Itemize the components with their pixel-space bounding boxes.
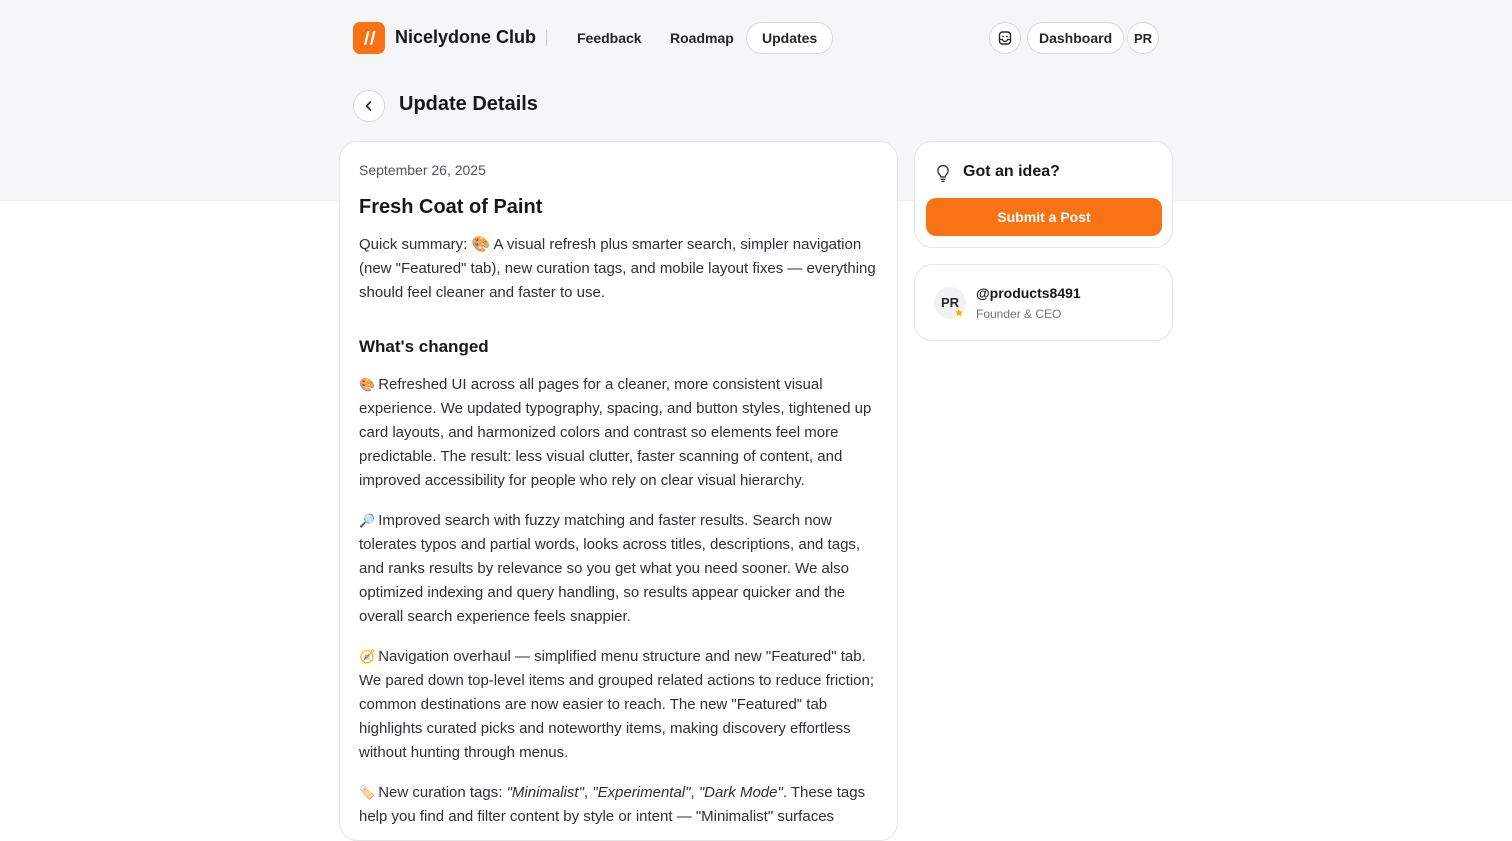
tags-prefix: New curation tags: [378,784,507,801]
avatar: PR [934,287,966,319]
tag-separator: , [690,784,699,801]
nav-roadmap[interactable]: Roadmap [670,30,734,46]
idea-title: Got an idea? [963,163,1060,180]
nav-divider [546,30,547,46]
nav-feedback[interactable]: Feedback [577,30,642,46]
author-card[interactable] [914,264,1173,341]
update-detail-card [339,141,898,841]
tag-minimalist: "Minimalist" [506,784,584,801]
palette-icon: 🎨 [359,377,376,392]
submit-post-button[interactable]: Submit a Post [926,198,1162,236]
tag-dark-mode: "Dark Mode" [698,784,783,801]
notifications-button[interactable] [989,22,1021,54]
idea-card [914,141,1173,248]
change-item [359,373,878,493]
change-item-text: Improved search with fuzzy matching and faster results. Search now tolerates typos and partial words, looks across titles, descriptions, and tags, and ranks results by relevance so you get what you need sooner. We also optimized indexing and query handling, so results appear quicker and the overall search experience feels snappier. [359,512,861,625]
change-item-text: Refreshed UI across all pages for a cleaner, more consistent visual experience. We updated typography, spacing, and button styles, tightened up card layouts, and harmonized colors and contrast so elements feel more predictable. The result: less visual clutter, faster scanning of content, and improved accessibility for people who rely on clear visual hierarchy. [359,376,872,489]
section-title: What's changed [359,337,489,356]
magnifier-icon: 🔎 [359,513,376,528]
change-item [359,645,878,765]
inbox-face-icon [997,30,1013,46]
page-title: Update Details [399,93,538,115]
label-icon: 🏷️ [359,785,376,800]
post-title: Fresh Coat of Paint [359,196,543,218]
logo[interactable] [353,22,385,54]
nav-updates[interactable]: Updates [746,22,833,54]
change-item [359,781,878,829]
back-button[interactable] [353,90,385,122]
change-item [359,509,878,629]
tag-experimental: "Experimental" [592,784,691,801]
post-summary: Quick summary: 🎨 A visual refresh plus smarter search, simpler navigation (new "Featured" tab), new curation tags, and mobile layout fixes — everything should feel cleaner and faster to use. [359,236,876,301]
tag-separator: , [583,784,593,801]
star-icon [953,307,965,319]
compass-icon: 🧭 [359,649,376,664]
top-navbar [353,22,1159,54]
lightbulb-icon [933,163,953,183]
post-date: September 26, 2025 [359,162,486,178]
author-handle[interactable]: @products8491 [976,285,1081,301]
chevron-left-icon [362,99,376,113]
dashboard-button[interactable]: Dashboard [1027,22,1124,54]
author-role: Founder & CEO [976,307,1062,321]
tags-suffix: . These tags help you find and filter content by style or intent — "Minimalist" surfaces [359,784,866,825]
user-avatar-button[interactable]: PR [1127,22,1159,54]
brand-name[interactable]: Nicelydone Club [395,27,537,47]
change-item-text: Navigation overhaul — simplified menu structure and new "Featured" tab. We pared down top-level items and grouped related actions to reduce friction; common destinations are now easier to reach. The new "Featured" tab highlights curated picks and noteworthy items, making discovery effortless without hunting through menus. [359,648,875,761]
logo-mark-icon [359,28,379,48]
